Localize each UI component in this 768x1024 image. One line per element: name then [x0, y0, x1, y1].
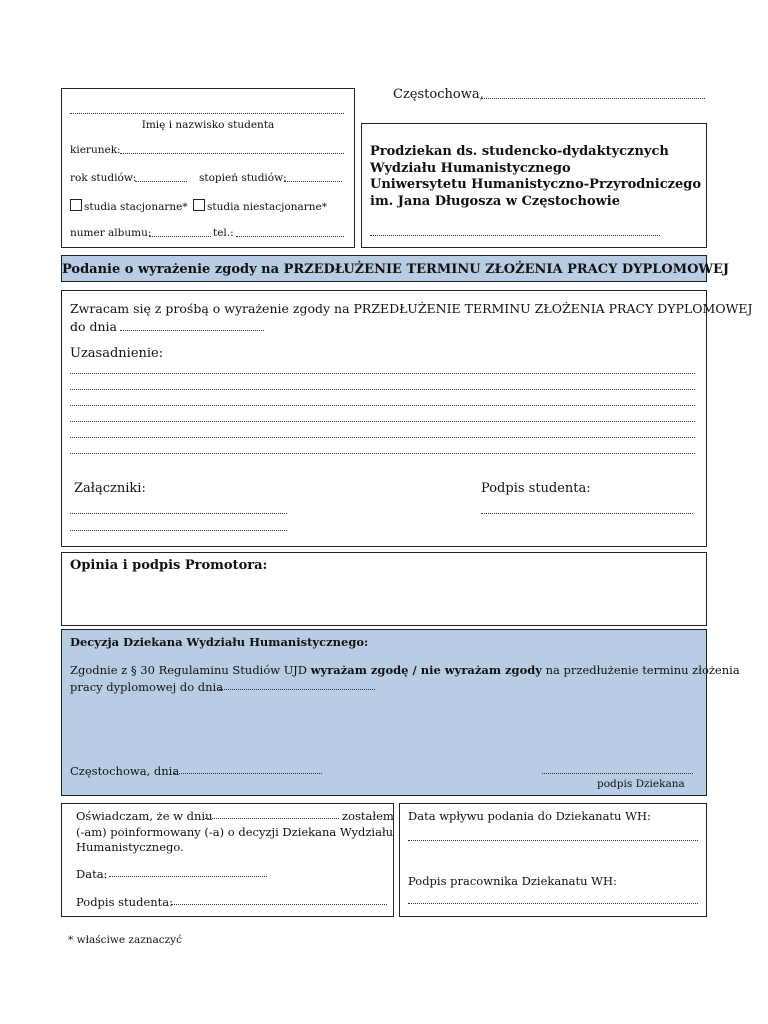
declaration-date-field[interactable] — [205, 818, 339, 819]
decision-text-part-2: na przedłużenie terminu złożenia — [545, 663, 740, 677]
declaration-box — [61, 803, 394, 917]
office-box — [399, 803, 707, 917]
uzasadnienie-line[interactable] — [70, 437, 695, 438]
decision-text-part-1: Zgodnie z § 30 Regulaminu Studiów UJD — [70, 663, 307, 677]
podpis-studenta-label: Podpis studenta: — [481, 481, 591, 496]
footnote: * właściwe zaznaczyć — [68, 934, 182, 946]
declaration-date-input[interactable] — [109, 876, 267, 877]
promotor-box — [61, 552, 707, 626]
addressee-line-2: Wydziału Humanistycznego — [370, 160, 571, 176]
kierunek-label: kierunek: — [70, 144, 121, 156]
niestacjonarne-checkbox[interactable] — [193, 199, 205, 211]
city-date-label: Częstochowa, — [393, 87, 484, 102]
name-field[interactable] — [70, 113, 344, 114]
dean-signature-field[interactable] — [542, 773, 693, 774]
uzasadnienie-line[interactable] — [70, 389, 695, 390]
office-signature-label: Podpis pracownika Dziekanatu WH: — [408, 874, 617, 888]
date-field[interactable] — [481, 98, 705, 99]
tel-label: tel.: — [213, 227, 234, 239]
decision-consent-options: wyrażam zgodę / nie wyrażam zgody — [310, 663, 542, 677]
niestacjonarne-label: studia niestacjonarne* — [207, 201, 327, 213]
zalaczniki-line[interactable] — [70, 513, 287, 514]
uzasadnienie-line[interactable] — [70, 373, 695, 374]
addressee-block — [370, 144, 701, 210]
office-date-field[interactable] — [408, 840, 698, 841]
request-box — [61, 290, 753, 547]
addressee-line-1: Prodziekan ds. studencko-dydaktycznych — [370, 144, 669, 159]
album-label: numer albumu: — [70, 227, 152, 239]
declaration-line-1a: Oświadczam, że w dniu — [76, 809, 213, 823]
declaration-line-1b: zostałem — [342, 809, 394, 823]
addressee-line-3: Uniwersytetu Humanistyczno-Przyrodniczego — [370, 177, 702, 192]
uzasadnienie-label: Uzasadnienie: — [70, 346, 164, 361]
student-signature-field[interactable] — [481, 513, 693, 514]
promotor-label: Opinia i podpis Promotora: — [70, 558, 268, 573]
deadline-date-field[interactable] — [120, 330, 264, 331]
form-title: Podanie o wyrażenie zgody na PRZEDŁUŻENIE TERMINU ZŁOŻENIA PRACY DYPLOMOWEJ — [62, 262, 730, 277]
decision-city-date-label: Częstochowa, dnia — [70, 764, 180, 778]
dean-signature-caption: podpis Dziekana — [597, 778, 685, 790]
request-line-2: do dnia — [70, 319, 118, 334]
decision-city-date-field[interactable] — [174, 773, 322, 774]
name-caption: Imię i nazwisko studenta — [141, 119, 275, 131]
office-date-label: Data wpływu podania do Dziekanatu WH: — [408, 809, 651, 823]
decision-text-line-1 — [70, 663, 740, 677]
zalaczniki-line[interactable] — [70, 530, 287, 531]
niestacjonarne-option — [193, 199, 327, 213]
office-signature-field[interactable] — [408, 903, 698, 904]
kierunek-field[interactable] — [120, 153, 344, 154]
stacjonarne-option — [70, 199, 188, 213]
addressee-extra-field[interactable] — [370, 235, 660, 236]
addressee-box — [361, 123, 707, 248]
stopien-field[interactable] — [284, 181, 342, 182]
stacjonarne-checkbox[interactable] — [70, 199, 82, 211]
decision-date-field[interactable] — [219, 689, 375, 690]
declaration-signature-field[interactable] — [171, 904, 387, 905]
rok-field[interactable] — [135, 181, 187, 182]
uzasadnienie-line[interactable] — [70, 453, 695, 454]
stopien-label: stopień studiów: — [199, 172, 287, 184]
album-field[interactable] — [149, 236, 211, 237]
rok-label: rok studiów: — [70, 172, 137, 184]
zalaczniki-label: Załączniki: — [74, 481, 146, 496]
decision-text-line-2: pracy dyplomowej do dnia — [70, 680, 224, 694]
declaration-line-3: Humanistycznego. — [76, 840, 184, 854]
uzasadnienie-line[interactable] — [70, 405, 695, 406]
request-line-1: Zwracam się z prośbą o wyrażenie zgody na PRZEDŁUŻENIE TERMINU ZŁOŻENIA PRACY DYPLOMOWEJ — [70, 301, 753, 316]
student-info-box — [61, 88, 355, 248]
addressee-line-4: im. Jana Długosza w Częstochowie — [370, 193, 621, 209]
declaration-signature-label: Podpis studenta: — [76, 895, 174, 909]
stacjonarne-label: studia stacjonarne* — [84, 201, 188, 213]
tel-field[interactable] — [236, 236, 344, 237]
declaration-date-label: Data: — [76, 867, 108, 881]
form-title-bar — [61, 255, 730, 282]
declaration-line-2: (-am) poinformowany (-a) o decyzji Dziekana Wydziału — [76, 825, 394, 839]
decision-title: Decyzja Dziekana Wydziału Humanistycznego: — [70, 635, 369, 649]
decision-box — [61, 629, 740, 796]
uzasadnienie-line[interactable] — [70, 421, 695, 422]
